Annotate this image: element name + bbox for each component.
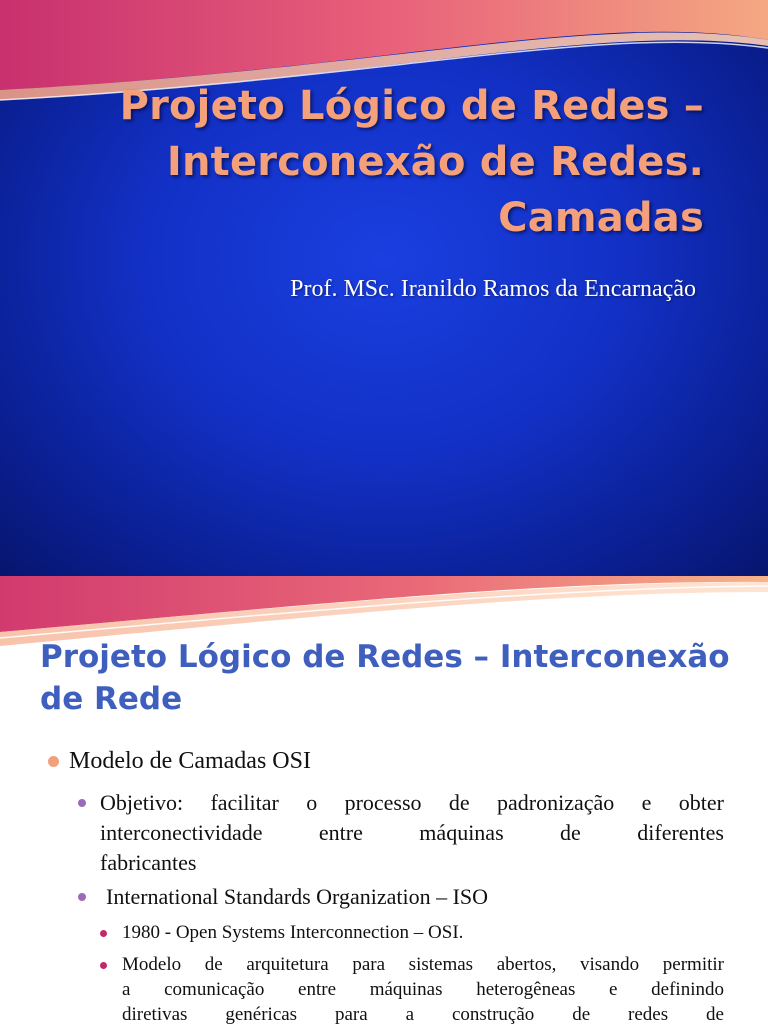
bullet-text-line: Objetivo: facilitar o processo de padronização e obter	[100, 790, 724, 815]
slide1-title-line: Projeto Lógico de Redes –	[119, 83, 704, 129]
bullet-text: 1980 - Open Systems Interconnection – OSI.	[122, 922, 464, 943]
bullet-level2	[78, 788, 724, 878]
slide2-title-line: de Rede	[40, 681, 183, 717]
slide1-title	[64, 78, 704, 246]
bullet-dot-icon	[48, 756, 59, 767]
slide1-title-line: Camadas	[498, 195, 704, 241]
bullet-text-line: Modelo de arquitetura para sistemas abertos, visando permitir	[122, 954, 724, 975]
slide1-subtitle: Prof. MSc. Iranildo Ramos da Encarnação	[290, 276, 696, 302]
bullet-level1	[48, 748, 728, 775]
bullet-text-line: a comunicação entre máquinas heterogêneas e definindo	[122, 979, 724, 1000]
content-slide	[0, 576, 768, 1024]
bullet-text-line: fabricantes	[100, 850, 197, 875]
bullet-text: Modelo de Camadas OSI	[69, 748, 311, 774]
bullet-level3	[100, 952, 724, 1024]
slide2-title	[40, 636, 740, 720]
bullet-text-line: diretivas genéricas para a construção de redes de	[122, 1004, 724, 1024]
bullet-dot-icon	[78, 799, 86, 807]
slide1-title-line: Interconexão de Redes.	[166, 139, 704, 185]
bullet-level2	[78, 882, 724, 912]
bullet-dot-icon	[78, 893, 86, 901]
bullet-dot-icon	[100, 930, 107, 937]
bullet-text: International Standards Organization – ISO	[106, 884, 489, 909]
bullet-text-line: interconectividade entre máquinas de diferentes	[100, 820, 724, 845]
bullet-dot-icon	[100, 962, 107, 969]
slide2-title-line: Projeto Lógico de Redes – Interconexão	[40, 639, 730, 675]
bullet-level3	[100, 920, 724, 945]
